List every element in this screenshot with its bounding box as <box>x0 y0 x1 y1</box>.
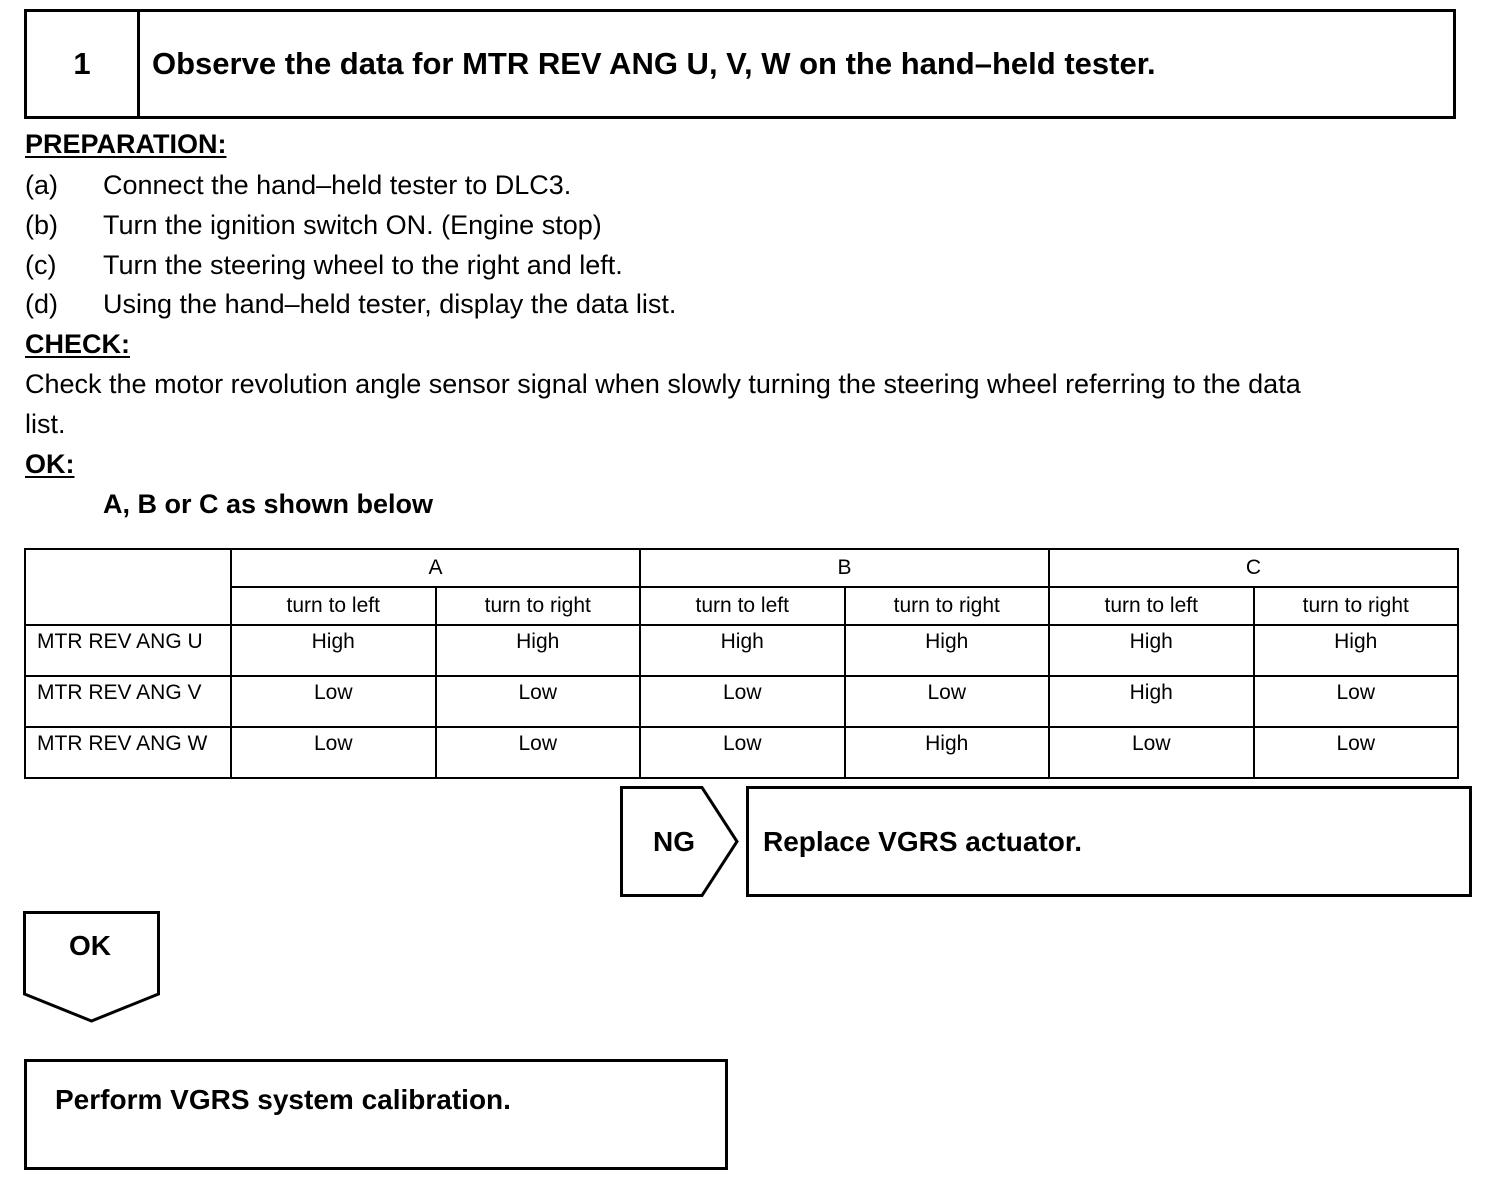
group-header-b: B <box>640 549 1049 587</box>
check-heading: CHECK: <box>25 329 130 359</box>
table-direction-row <box>25 587 1458 625</box>
table-cell: High <box>845 727 1050 778</box>
signal-table <box>24 548 1459 779</box>
item-letter: (b) <box>25 210 58 240</box>
table-row <box>25 625 1458 676</box>
table-corner-cell <box>25 549 231 625</box>
table-cell: High <box>640 625 845 676</box>
ok-action-text: Perform VGRS system calibration. <box>55 1084 511 1115</box>
table-group-row <box>25 549 1458 587</box>
table-cell: Low <box>640 676 845 727</box>
table-cell: High <box>845 625 1050 676</box>
table-cell: Low <box>640 727 845 778</box>
table-cell: High <box>436 625 641 676</box>
ok-arrow-shape <box>23 911 161 1023</box>
row-label: MTR REV ANG W <box>25 727 231 778</box>
table-cell: Low <box>1254 727 1459 778</box>
check-text-line2: list. <box>25 409 66 439</box>
step-number: 1 <box>27 12 140 116</box>
group-header-c: C <box>1049 549 1458 587</box>
table-cell: Low <box>436 676 641 727</box>
group-header-a: A <box>231 549 640 587</box>
table-cell: High <box>1049 625 1254 676</box>
table-cell: Low <box>436 727 641 778</box>
ng-label: NG <box>653 825 695 857</box>
preparation-item <box>25 289 676 320</box>
ok-label: OK <box>69 930 111 961</box>
table-row <box>25 727 1458 778</box>
direction-header: turn to left <box>1049 587 1254 625</box>
direction-header: turn to left <box>640 587 845 625</box>
ng-action-box <box>746 786 1472 897</box>
item-letter: (c) <box>25 250 57 280</box>
table-cell: High <box>1254 625 1459 676</box>
step-header <box>24 9 1456 119</box>
check-text-line1: Check the motor revolution angle sensor signal when slowly turning the steering wheel referring to the data <box>25 369 1301 399</box>
table-cell: High <box>1049 676 1254 727</box>
row-label: MTR REV ANG U <box>25 625 231 676</box>
item-letter: (a) <box>25 170 58 200</box>
preparation-item <box>25 170 571 201</box>
preparation-item <box>25 210 602 241</box>
direction-header: turn to right <box>1254 587 1459 625</box>
table-cell: High <box>231 625 436 676</box>
ng-action-text: Replace VGRS actuator. <box>763 825 1083 857</box>
ok-action-box <box>24 1059 728 1170</box>
item-text: Turn the steering wheel to the right and left. <box>103 250 623 280</box>
step-title: Observe the data for MTR REV ANG U, V, W on the hand–held tester. <box>152 46 1156 81</box>
item-text: Connect the hand–held tester to DLC3. <box>103 170 572 200</box>
direction-header: turn to right <box>436 587 641 625</box>
item-letter: (d) <box>25 289 58 319</box>
direction-header: turn to left <box>231 587 436 625</box>
preparation-item <box>25 250 623 281</box>
table-cell: Low <box>231 676 436 727</box>
table-row <box>25 676 1458 727</box>
table-cell: Low <box>1254 676 1459 727</box>
ok-heading: OK: <box>25 449 75 479</box>
table-cell: Low <box>1049 727 1254 778</box>
item-text: Using the hand–held tester, display the data list. <box>103 289 677 319</box>
table-cell: Low <box>231 727 436 778</box>
direction-header: turn to right <box>845 587 1050 625</box>
ok-criteria: A, B or C as shown below <box>103 489 434 519</box>
row-label: MTR REV ANG V <box>25 676 231 727</box>
table-cell: Low <box>845 676 1050 727</box>
preparation-heading: PREPARATION: <box>25 129 227 159</box>
item-text: Turn the ignition switch ON. (Engine stop) <box>103 210 602 240</box>
